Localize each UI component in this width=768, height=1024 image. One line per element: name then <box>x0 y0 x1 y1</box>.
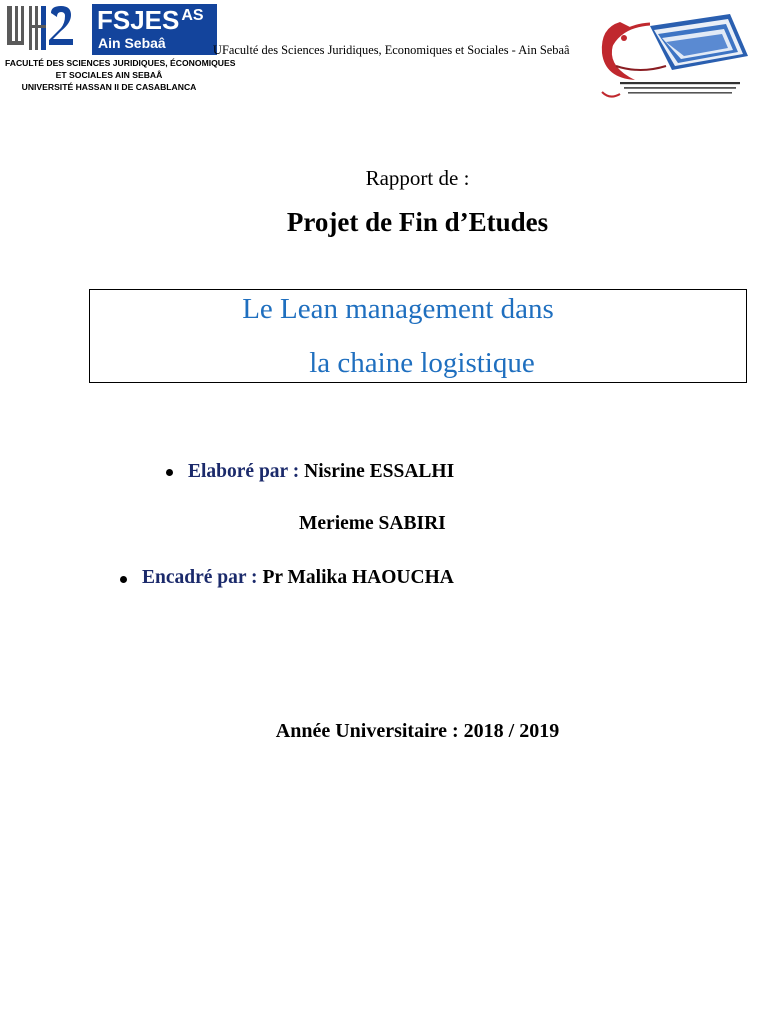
logo-line-1: FACULTÉ DES SCIENCES JURIDIQUES, ÉCONOMIQUES <box>5 58 236 68</box>
faculty-emblem-icon <box>580 8 750 102</box>
uh2-monogram-icon <box>5 3 85 57</box>
logo-line-3: UNIVERSITÉ HASSAN II DE CASABLANCA <box>21 82 197 92</box>
project-title: Projet de Fin d’Etudes <box>286 207 549 237</box>
logo-line-2: ET SOCIALES AIN SEBAÂ <box>55 70 163 80</box>
topic-title-line-2: la chaine logistique <box>309 347 535 379</box>
bullet-icon <box>166 469 173 476</box>
elabore-label: Elaboré par : <box>188 461 300 482</box>
fsjes-suffix: AS <box>181 7 204 24</box>
topic-box <box>89 289 747 383</box>
fsjes-location: Ain Sebaâ <box>98 35 166 51</box>
bullet-icon <box>120 576 127 583</box>
fsjes-badge <box>92 4 217 55</box>
topic-title-line-1: Le Lean management dans <box>242 293 554 325</box>
supervisor-name: Pr Malika HAOUCHA <box>262 567 454 588</box>
author-1: Nisrine ESSALHI <box>304 461 455 482</box>
report-label: Rapport de : <box>365 166 470 190</box>
encadre-label: Encadré par : <box>142 567 258 588</box>
author-2: Merieme SABIRI <box>299 513 446 534</box>
academic-year: Année Universitaire : 2018 / 2019 <box>275 720 560 742</box>
fsjes-acronym: FSJES <box>97 5 180 35</box>
header-faculty-name: UFaculté des Sciences Juridiques, Economiques et Sociales - Ain Sebaâ <box>213 43 570 57</box>
university-logo-left <box>5 3 236 95</box>
supervisor-line <box>142 567 454 589</box>
author-line <box>188 461 454 483</box>
